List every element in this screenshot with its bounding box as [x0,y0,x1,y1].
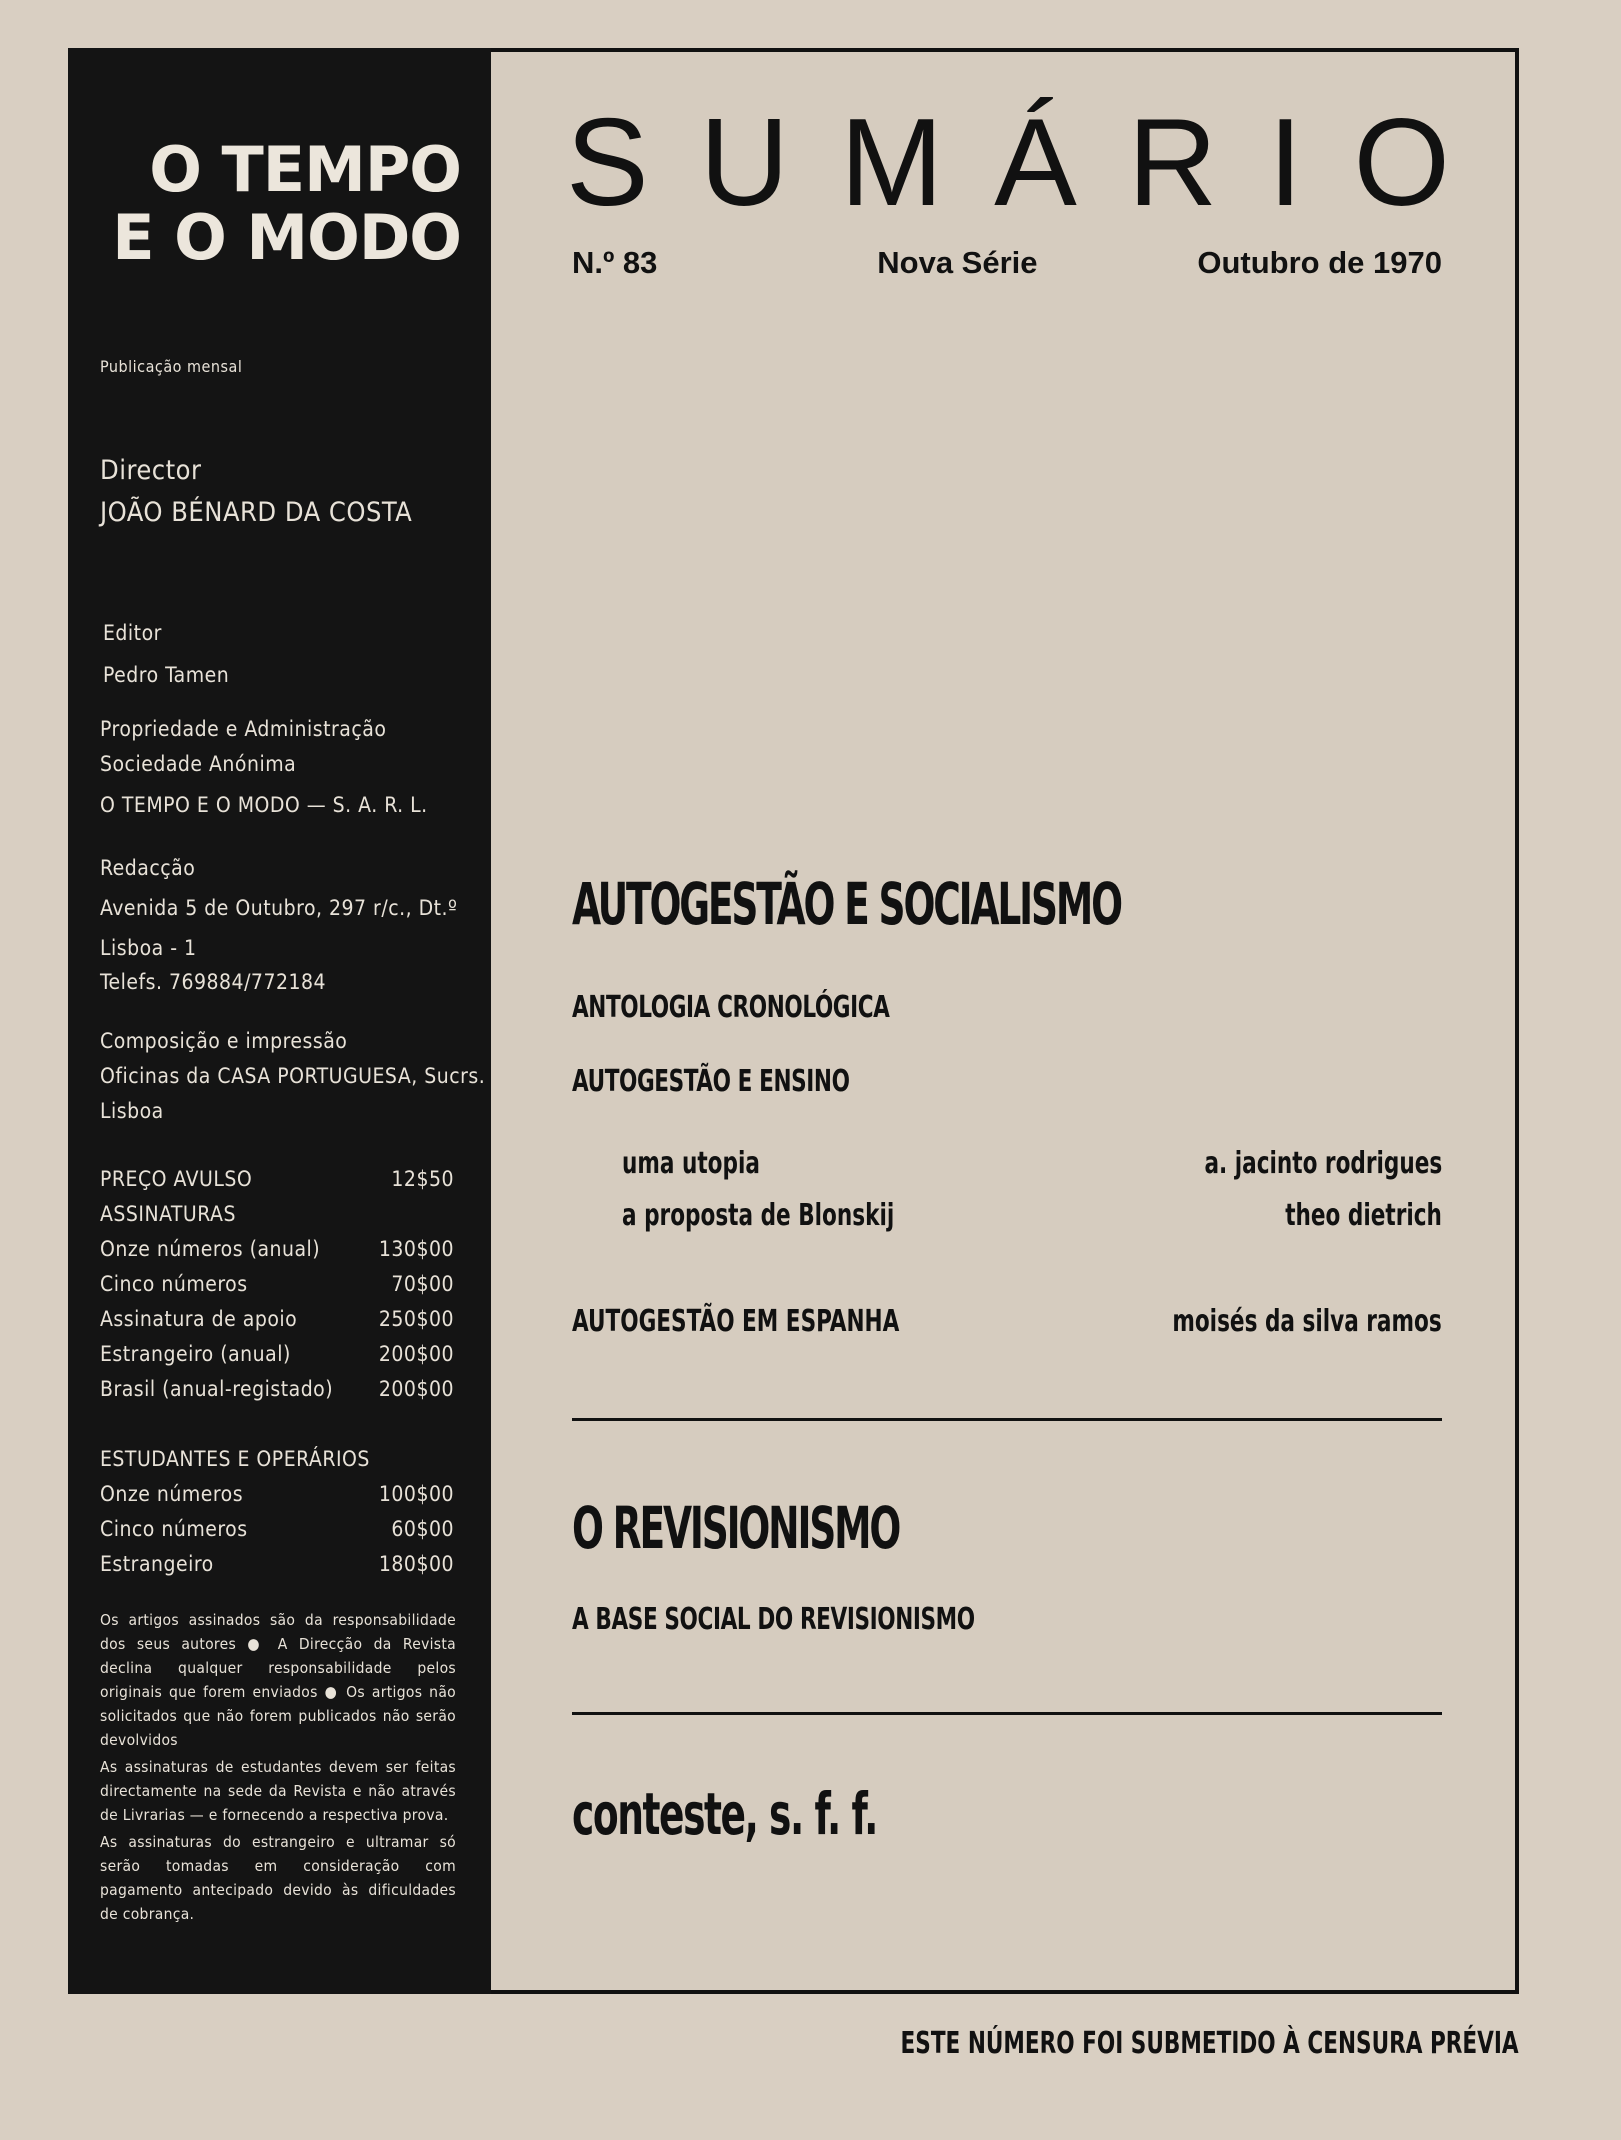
price-row: Estrangeiro 180$00 [100,1552,454,1576]
redaccao-block [100,848,457,1002]
logo-line-2: E O MODO [112,201,461,274]
price-row: Cinco números 60$00 [100,1517,454,1541]
section-divider [572,1418,1442,1421]
price-block [100,1162,454,1407]
owner-line-3: O TEMPO E O MODO — S. A. R. L. [100,793,428,817]
print-line-3: Lisboa [100,1099,164,1123]
editor-name: Pedro Tamen [103,663,230,687]
students-block [100,1442,454,1582]
owner-line-2: Sociedade Anónima [100,752,297,776]
note-students: As assinaturas de estudantes devem ser feitas directamente na sede da Revista e não através de Livrarias — e fornecendo a respectiva prova. [100,1758,456,1824]
director-label: Director [100,455,202,486]
price-row: Onze números (anual) 130$00 [100,1237,454,1261]
owner-line-1: Propriedade e Administração [100,717,387,741]
section-divider [572,1712,1442,1715]
magazine-logo [112,133,461,274]
toc-subentry: a proposta de Blonskij theo dietrich [622,1198,1442,1233]
issue-number: N.º 83 [572,245,658,280]
editor-block [103,612,229,696]
price-row: Assinatura de apoio 250$00 [100,1307,454,1331]
redaccao-label: Redacção [100,856,196,880]
redaccao-city: Lisboa - 1 [100,936,197,960]
publication-frequency: Publicação mensal [100,357,243,376]
price-row-single: PREÇO AVULSO 12$50 [100,1167,454,1191]
director-block [100,450,412,534]
editor-label: Editor [103,621,162,645]
director-name: JOÃO BÉNARD DA COSTA [100,497,413,528]
subscriptions-label: ASSINATURAS [100,1202,236,1226]
censorship-notice: ESTE NÚMERO FOI SUBMETIDO À CENSURA PRÉVIA [900,2026,1519,2061]
students-label: ESTUDANTES E OPERÁRIOS [100,1447,370,1471]
toc-entry: AUTOGESTÃO E ENSINO [572,1064,850,1099]
price-row: Brasil (anual-registado) 200$00 [100,1377,454,1401]
price-row: Cinco números 70$00 [100,1272,454,1296]
print-line-1: Composição e impressão [100,1029,348,1053]
issue-meta [572,245,1442,281]
price-row: Estrangeiro (anual) 200$00 [100,1342,454,1366]
toc-subentry: uma utopia a. jacinto rodrigues [622,1146,1442,1181]
section-heading: conteste, s. f. f. [572,1780,877,1848]
issue-series: Nova Série [877,245,1038,280]
legal-notes [100,1608,456,1929]
issue-date: Outubro de 1970 [1197,245,1442,280]
redaccao-phone: Telefs. 769884/772184 [100,970,327,994]
section-heading: O REVISIONISMO [572,1494,900,1562]
toc-entry: AUTOGESTÃO EM ESPANHA moisés da silva ramos [572,1304,1442,1339]
price-row: Onze números 100$00 [100,1482,454,1506]
page-title: S U M Á R I O [566,94,1450,232]
owner-block [100,712,428,823]
print-line-2: Oficinas da CASA PORTUGUESA, Sucrs. [100,1064,486,1088]
section-heading: AUTOGESTÃO E SOCIALISMO [572,870,1121,938]
toc-entry: ANTOLOGIA CRONOLÓGICA [572,990,890,1025]
print-block [100,1024,485,1129]
toc-entry: A BASE SOCIAL DO REVISIONISMO [572,1602,975,1637]
note-responsibility: Os artigos assinados são da responsabilidade dos seus autores ● A Direcção da Revista declina qualquer responsabilidade pelos originais que forem enviados ● Os artigos não solicitados que não forem publicados não serão devolvidos [100,1611,456,1749]
sidebar-colophon [68,48,491,1994]
logo-line-1: O TEMPO [149,133,461,206]
note-foreign: As assinaturas do estrangeiro e ultramar só serão tomadas em consideração com pagamento antecipado devido às dificuldades de cobrança. [100,1833,456,1923]
redaccao-address: Avenida 5 de Outubro, 297 r/c., Dt.º [100,896,458,920]
